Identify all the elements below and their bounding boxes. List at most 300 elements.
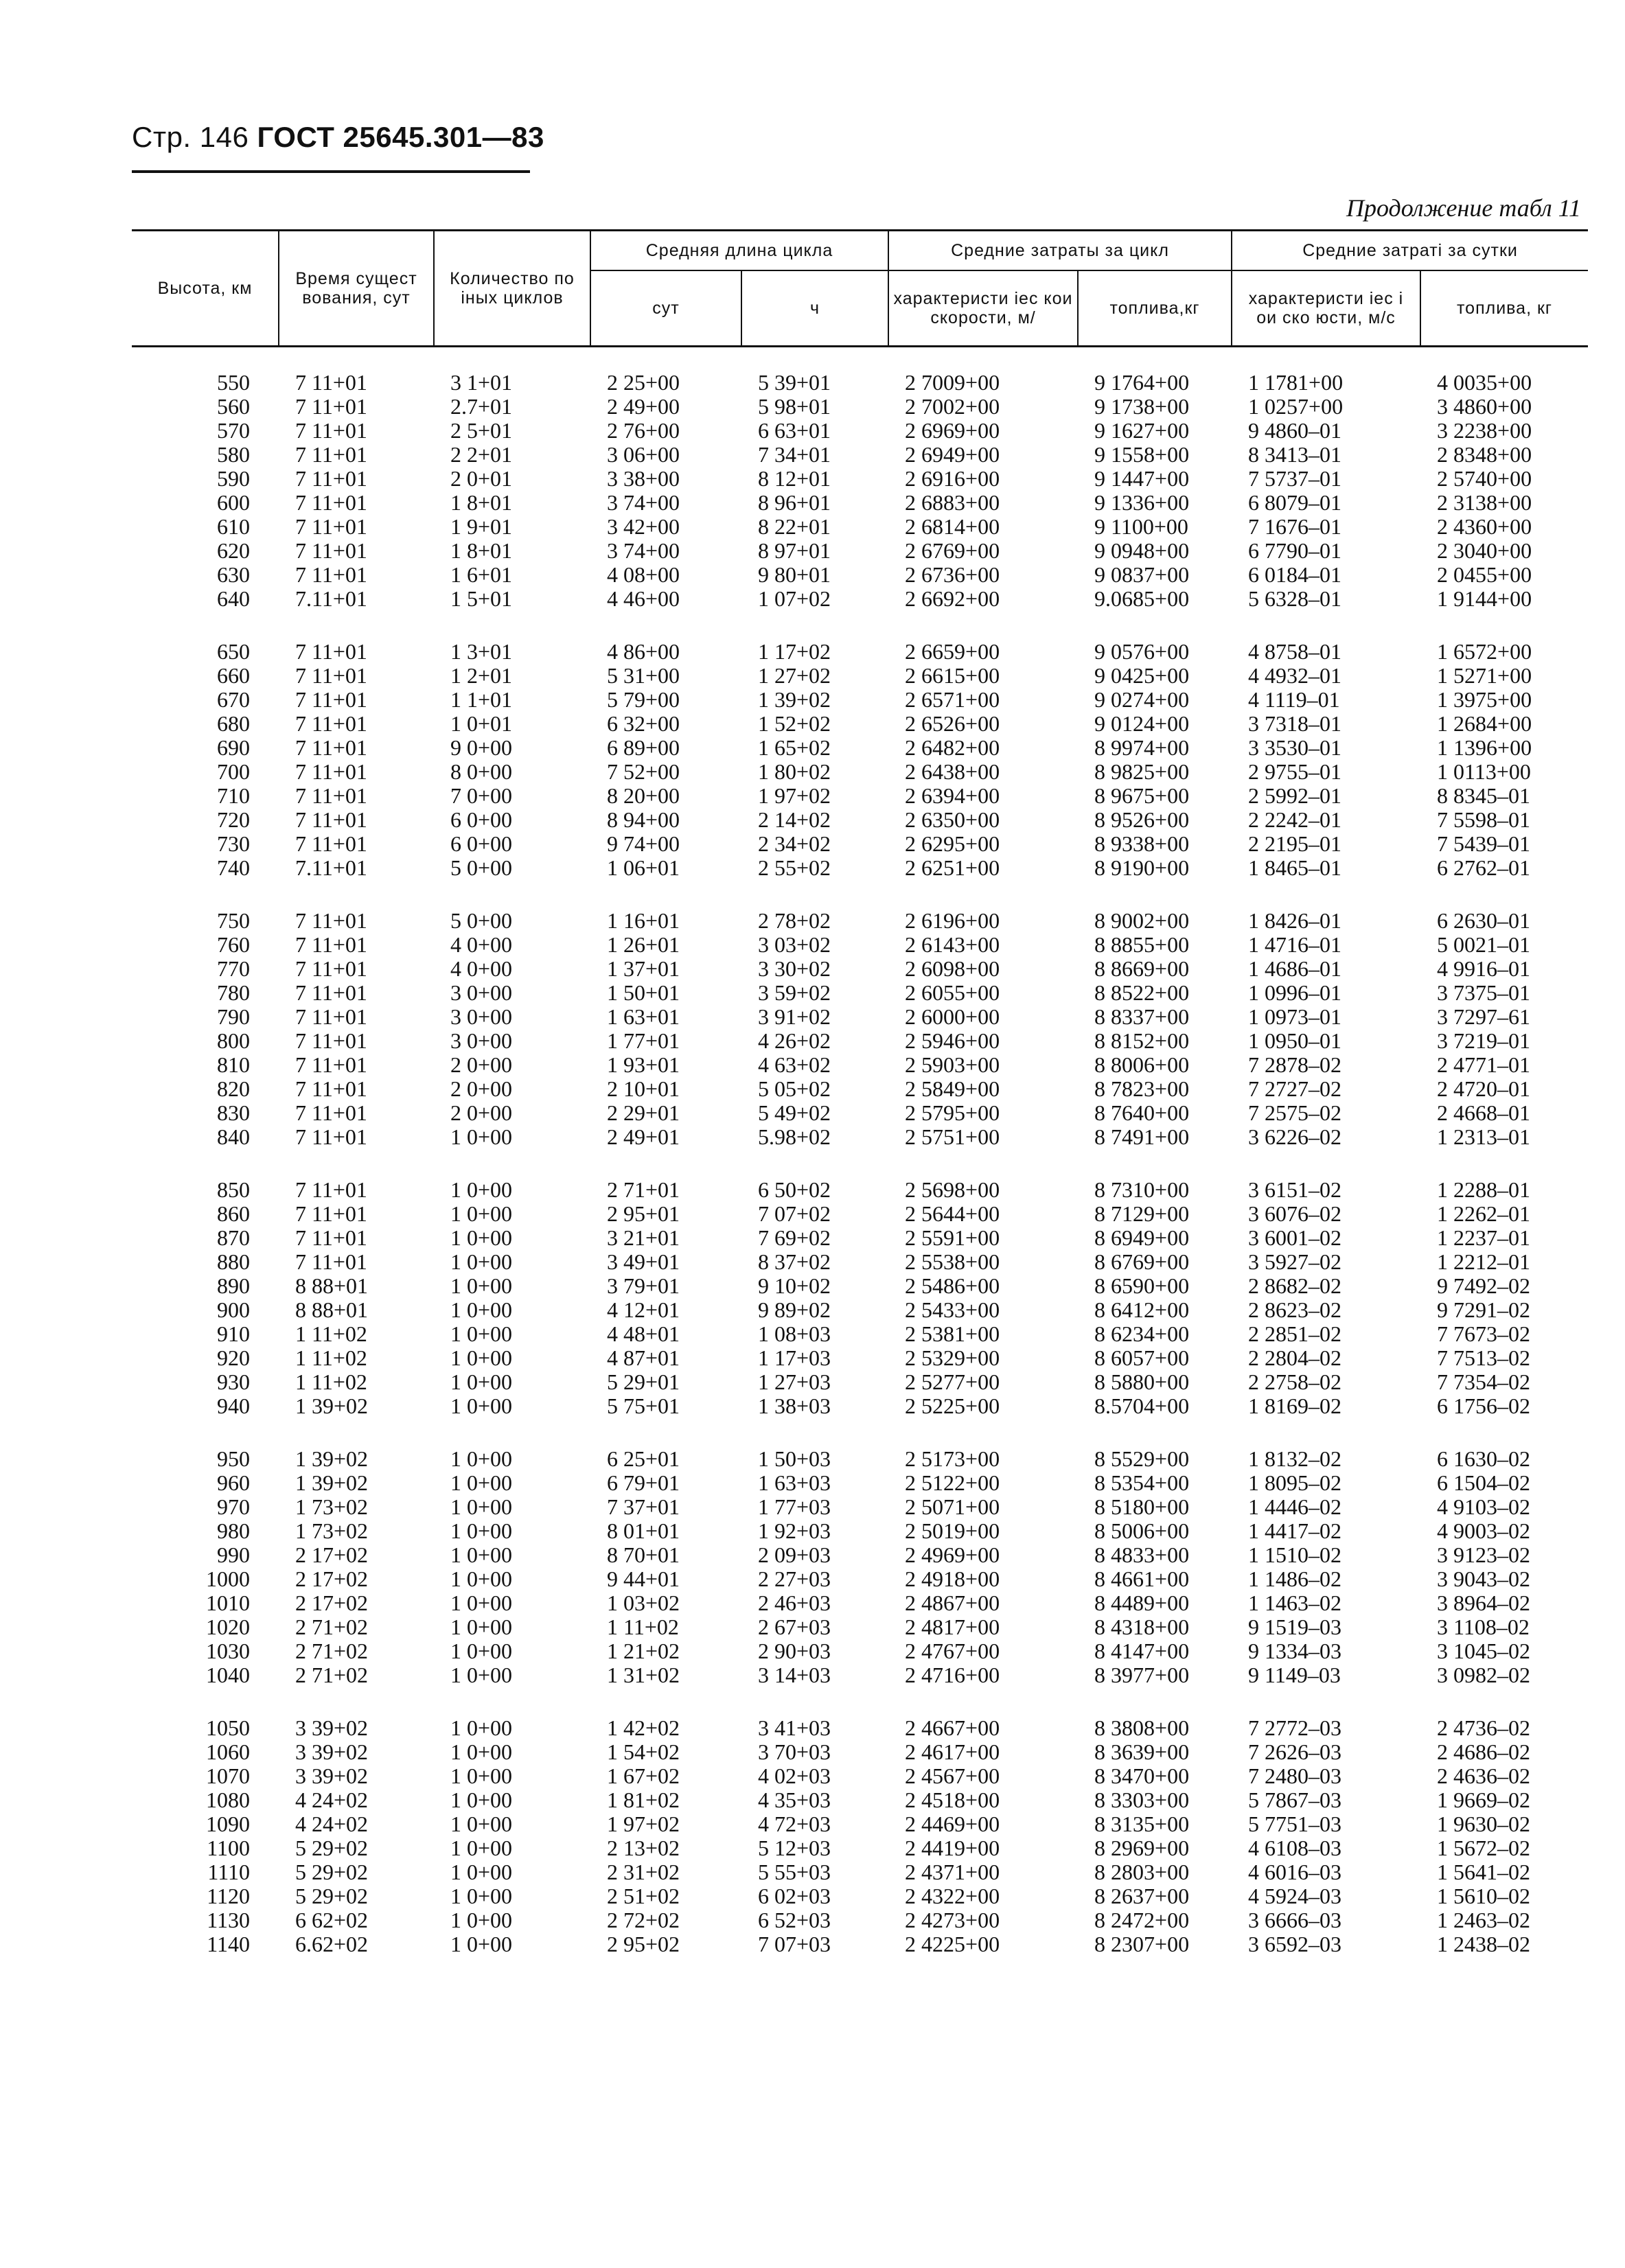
row-group [132,1687,1588,1956]
table-cell: 9 1149–03 [1248,1663,1341,1687]
table-cell: 6 02+03 [758,1884,831,1908]
table-cell: 3 6592–03 [1248,1932,1342,1956]
table-cell: 4 1119–01 [1248,687,1340,712]
table-cell: 2 6196+00 [905,908,1000,933]
altitude-cell: 780 [217,980,250,1005]
table-cell: 1 63+03 [758,1470,831,1495]
table-cell: 5 49+02 [758,1100,831,1125]
table-cell: 1 8+01 [450,538,513,563]
col-cycle-cost-velocity: характеристи іес кои скорости, м/ [888,270,1078,347]
table-cell: 2 4371+00 [905,1860,1000,1884]
table-cell: 3 9043–02 [1437,1566,1531,1591]
table-cell: 8 7823+00 [1094,1076,1190,1101]
table-cell: 9 7291–02 [1437,1297,1531,1322]
table-cell: 1 5271+00 [1437,663,1532,688]
table-cell: 1 16+01 [607,908,680,933]
table-cell: 2 5849+00 [905,1076,1000,1101]
row-group [132,1149,1588,1418]
altitude-cell: 810 [217,1052,250,1077]
col-cycle-cost-fuel: топлива,кг [1078,270,1232,347]
table-cell: 8 2472+00 [1094,1908,1190,1932]
altitude-cell: 590 [217,466,250,491]
table-cell: 1 0+00 [450,1763,513,1788]
altitude-cell: 770 [217,956,250,981]
table-cell: 8 7640+00 [1094,1100,1190,1125]
table-cell: 8 9338+00 [1094,831,1190,856]
table-cell: 5 05+02 [758,1076,831,1101]
table-header [132,231,1588,347]
table-cell: 2 6055+00 [905,980,1000,1005]
table-cell: 1 11+02 [295,1345,367,1370]
table-cell: 8 4318+00 [1094,1615,1190,1639]
table-cell: 8 5354+00 [1094,1470,1190,1495]
table-cell: 4 48+01 [607,1321,680,1346]
table-cell: 8 5006+00 [1094,1518,1190,1543]
table-cell: 8 9526+00 [1094,807,1190,832]
table-cell: 9 1334–03 [1248,1639,1342,1663]
table-cell: 2 6736+00 [905,562,1000,587]
table-cell: 1 0+01 [450,711,513,736]
table-cell: 1 39+02 [295,1470,369,1495]
table-cell: 1 5+01 [450,586,513,611]
altitude-cell: 1140 [207,1932,250,1956]
table-cell: 2 4518+00 [905,1787,1000,1812]
table-cell: 7 11+01 [295,1225,367,1250]
table-cell: 7 5598–01 [1437,807,1531,832]
table-cell: 2 6251+00 [905,855,1000,880]
altitude-cell: 1100 [207,1836,250,1860]
table-cell: 2 4716+00 [905,1663,1000,1687]
table-cell: 7 11+01 [295,538,367,563]
table-cell: 3 8964–02 [1437,1590,1531,1615]
table-cell: 1 81+02 [607,1787,680,1812]
table-cell: 2 9755–01 [1248,759,1342,784]
table-row [132,1860,1588,1884]
table-cell: 3 39+02 [295,1715,369,1740]
table-row [132,1932,1588,1956]
table-cell: 2 0+00 [450,1052,513,1077]
table-cell: 6 0184–01 [1248,562,1342,587]
table-cell: 1 07+02 [758,586,831,611]
table-row [132,856,1588,880]
table-cell: 1 2237–01 [1437,1225,1531,1250]
table-cell: 7 11+01 [295,394,367,419]
col-lifetime: Время сущест вования, сут [279,231,434,347]
altitude-cell: 910 [217,1321,250,1346]
table-row [132,808,1588,832]
table-row [132,587,1588,611]
table-cell: 3 6226–02 [1248,1124,1342,1149]
table-cell: 1 9144+00 [1437,586,1532,611]
table-cell: 3 79+01 [607,1273,680,1298]
table-cell: 1 0+00 [450,1297,513,1322]
table-cell: 4 08+00 [607,562,680,587]
table-cell: 1 2262–01 [1437,1201,1531,1226]
table-cell: 1 5610–02 [1437,1884,1531,1908]
table-cell: 8 5529+00 [1094,1446,1190,1471]
table-cell: 2 10+01 [607,1076,680,1101]
table-cell: 9 89+02 [758,1297,831,1322]
col-avg-cycle: Средняя длина цикла [590,231,888,271]
table-cell: 8 6949+00 [1094,1225,1190,1250]
table-cell: 2 17+02 [295,1566,369,1591]
table-cell: 2 31+02 [607,1860,680,1884]
table-cell: 3 5927–02 [1248,1249,1342,1274]
altitude-cell: 1040 [206,1663,250,1687]
table-cell: 8 8855+00 [1094,932,1190,957]
table-row [132,1884,1588,1908]
table-cell: 2 6692+00 [905,586,1000,611]
table-cell: 7 11+01 [295,1100,367,1125]
table-cell: 2 5538+00 [905,1249,1000,1274]
table-cell: 1 1486–02 [1248,1566,1342,1591]
table-cell: 6 0+00 [450,831,513,856]
altitude-cell: 1030 [206,1639,250,1663]
altitude-cell: 640 [217,586,250,611]
table-cell: 4 9916–01 [1437,956,1531,981]
table-cell: 1 52+02 [758,711,831,736]
table-cell: 6 63+01 [758,418,831,443]
table-row [132,1202,1588,1226]
table-cell: 7 7513–02 [1437,1345,1531,1370]
table-cell: 8 2803+00 [1094,1860,1190,1884]
table-cell: 4 46+00 [607,586,680,611]
table-cell: 8 3808+00 [1094,1715,1190,1740]
table-cell: 7 5737–01 [1248,466,1342,491]
table-cell: 1 80+02 [758,759,831,784]
table-cell: 1 0+00 [450,1345,513,1370]
altitude-cell: 880 [217,1249,250,1274]
table-cell: 6 1504–02 [1437,1470,1531,1495]
table-cell: 9 7492–02 [1437,1273,1531,1298]
table-cell: 5 12+03 [758,1836,831,1860]
table-cell: 4 24+02 [295,1787,369,1812]
table-cell: 1 0+00 [450,1787,513,1812]
table-cell: 7 11+01 [295,956,367,981]
table-row [132,1639,1588,1663]
table-cell: 5 31+00 [607,663,680,688]
table-cell: 1 63+01 [607,1004,680,1029]
row-group [132,347,1588,612]
table-cell: 2 55+02 [758,855,831,880]
table-cell: 2 71+02 [295,1639,369,1663]
table-row [132,1053,1588,1077]
table-row [132,443,1588,467]
table-cell: 1 39+02 [758,687,831,712]
table-cell: 1 97+02 [758,783,831,808]
page-number: Стр. 146 [132,121,249,153]
table-cell: 1 93+01 [607,1052,680,1077]
table-cell: 8 9190+00 [1094,855,1190,880]
table-cell: 1 0+00 [450,1908,513,1932]
table-row [132,981,1588,1005]
table-cell: 4 8758–01 [1248,639,1342,664]
table-cell: 8 88+01 [295,1273,369,1298]
table-cell: 2 4918+00 [905,1566,1000,1591]
table-cell: 5 29+02 [295,1836,369,1860]
altitude-cell: 560 [217,394,250,419]
col-cycles: Количество по іных циклов [434,231,590,347]
table-cell: 1 0+00 [450,1836,513,1860]
table-cell: 9 0425+00 [1094,663,1190,688]
table-row [132,1764,1588,1788]
altitude-cell: 620 [217,538,250,563]
table-cell: 7 11+01 [295,562,367,587]
table-row [132,1836,1588,1860]
altitude-cell: 1110 [207,1860,250,1884]
table-cell: 9 1627+00 [1094,418,1190,443]
table-row [132,1740,1588,1764]
table-cell: 2 5698+00 [905,1177,1000,1202]
table-cell: 8 4661+00 [1094,1566,1190,1591]
table-row [132,880,1588,933]
altitude-cell: 680 [217,711,250,736]
table-cell: 2 5591+00 [905,1225,1000,1250]
table-cell: 1 97+02 [607,1812,680,1836]
table-cell: 1 42+02 [607,1715,680,1740]
table-row [132,1149,1588,1202]
table-cell: 1 31+02 [607,1663,680,1687]
table-cell: 1 77+03 [758,1494,831,1519]
table-cell: 1 3+01 [450,639,513,664]
table-cell: 2.7+01 [450,394,513,419]
table-cell: 3 21+01 [607,1225,680,1250]
table-cell: 4 6016–03 [1248,1860,1342,1884]
table-cell: 8 5880+00 [1094,1369,1190,1394]
col-daily-cost-velocity: характеристи іес і ои ско юсти, м/с [1232,270,1420,347]
table-cell: 7 11+01 [295,1124,367,1149]
table-cell: 1 0+00 [450,1225,513,1250]
table-cell: 8 7129+00 [1094,1201,1190,1226]
table-cell: 2 4322+00 [905,1884,1000,1908]
table-cell: 1 0113+00 [1437,759,1531,784]
table-cell: 3 14+03 [758,1663,831,1687]
table-row [132,563,1588,587]
table-cell: 6 1630–02 [1437,1446,1531,1471]
table-row [132,1543,1588,1567]
table-cell: 3 6151–02 [1248,1177,1342,1202]
table-cell: 1 0+00 [450,1369,513,1394]
table-cell: 2 8348+00 [1437,442,1532,467]
table-row [132,1788,1588,1812]
table-cell: 1 54+02 [607,1739,680,1764]
table-cell: 1 0950–01 [1248,1028,1342,1053]
table-cell: 3 74+00 [607,538,680,563]
altitude-cell: 710 [217,783,250,808]
table-cell: 3 6076–02 [1248,1201,1342,1226]
col-daily-cost-fuel: топлива, кг [1420,270,1588,347]
table-cell: 7 0+00 [450,783,513,808]
table-row [132,712,1588,736]
table-cell: 2 5+01 [450,418,513,443]
table-cell: 6.62+02 [295,1932,369,1956]
table-cell: 1 0+00 [450,1201,513,1226]
table-cell: 5 39+01 [758,370,831,395]
table-cell: 4 0+00 [450,956,513,981]
table-cell: 1 0+00 [450,1542,513,1567]
table-cell: 8 3977+00 [1094,1663,1190,1687]
table-row [132,1370,1588,1394]
table-cell: 1 8095–02 [1248,1470,1342,1495]
table-cell: 1 0+00 [450,1715,513,1740]
altitude-cell: 970 [217,1494,250,1519]
table-cell: 3 06+00 [607,442,680,467]
table-cell: 2 7009+00 [905,370,1000,395]
table-cell: 3 6001–02 [1248,1225,1342,1250]
table-row [132,1005,1588,1029]
table-cell: 2 4771–01 [1437,1052,1531,1077]
altitude-cell: 930 [217,1369,250,1394]
table-cell: 1 6+01 [450,562,513,587]
table-cell: 6 8079–01 [1248,490,1342,515]
table-cell: 2 27+03 [758,1566,831,1591]
table-row [132,1298,1588,1322]
table-cell: 4 9103–02 [1437,1494,1531,1519]
row-group [132,880,1588,1149]
altitude-cell: 720 [217,807,250,832]
table-cell: 5 0+00 [450,855,513,880]
altitude-cell: 1080 [206,1787,250,1812]
table-cell: 2 5946+00 [905,1028,1000,1053]
table-cell: 9 1336+00 [1094,490,1190,515]
table-cell: 8 4833+00 [1094,1542,1190,1567]
table-cell: 7 11+01 [295,490,367,515]
table-cell: 7 2575–02 [1248,1100,1342,1125]
altitude-cell: 760 [217,932,250,957]
table-cell: 8 6234+00 [1094,1321,1190,1346]
table-cell: 2 6916+00 [905,466,1000,491]
table-row [132,1519,1588,1543]
table-cell: 2 6438+00 [905,759,1000,784]
table-cell: 3 7297–61 [1437,1004,1531,1029]
table-cell: 5 0+00 [450,908,513,933]
table-cell: 2 6482+00 [905,735,1000,760]
table-cell: 6 7790–01 [1248,538,1342,563]
table-row [132,1322,1588,1346]
table-cell: 6 25+01 [607,1446,680,1471]
table-cell: 2 71+02 [295,1663,369,1687]
col-altitude: Высота, км [132,231,279,347]
altitude-cell: 580 [217,442,250,467]
table-cell: 2 5173+00 [905,1446,1000,1471]
table-cell: 2 72+02 [607,1908,680,1932]
table-cell: 2 5795+00 [905,1100,1000,1125]
table-cell: 8 6590+00 [1094,1273,1190,1298]
table-cell: 8 8006+00 [1094,1052,1190,1077]
table-cell: 2 4867+00 [905,1590,1000,1615]
table-cell: 2 4617+00 [905,1739,1000,1764]
table-cell: 7 37+01 [607,1494,680,1519]
altitude-cell: 1050 [206,1715,250,1740]
data-table [132,229,1588,1956]
table-cell: 1 0+00 [450,1393,513,1418]
table-cell: 8 7310+00 [1094,1177,1190,1202]
table-cell: 8 8337+00 [1094,1004,1190,1029]
table-cell: 6 89+00 [607,735,680,760]
table-cell: 2 51+02 [607,1884,680,1908]
table-cell: 3 74+00 [607,490,680,515]
table-cell: 9.0685+00 [1094,586,1190,611]
table-cell: 1 0+00 [450,1321,513,1346]
table-cell: 5 75+01 [607,1393,680,1418]
table-row [132,1250,1588,1274]
table-cell: 7 11+01 [295,735,367,760]
table-cell: 8 4489+00 [1094,1590,1190,1615]
table-cell: 1 0+00 [450,1663,513,1687]
table-cell: 7 69+02 [758,1225,831,1250]
altitude-cell: 750 [217,908,250,933]
table-cell: 4 02+03 [758,1763,831,1788]
altitude-cell: 1010 [206,1590,250,1615]
table-cell: 8 8522+00 [1094,980,1190,1005]
table-continuation-caption: Продолжение табл 11 [1346,194,1581,222]
table-cell: 7 11+01 [295,370,367,395]
table-cell: 2 09+03 [758,1542,831,1567]
table-cell: 3 39+02 [295,1739,369,1764]
table-cell: 1 0+00 [450,1860,513,1884]
table-cell: 6 2762–01 [1437,855,1531,880]
col-cycle-cost: Средние затраты за цикл [888,231,1232,271]
table-cell: 3 59+02 [758,980,831,1005]
table-cell: 3 38+00 [607,466,680,491]
table-cell: 2 5122+00 [905,1470,1000,1495]
table-cell: 9 0124+00 [1094,711,1190,736]
table-cell: 1 27+02 [758,663,831,688]
header-rule [132,170,530,173]
altitude-cell: 800 [217,1028,250,1053]
table-cell: 2 2804–02 [1248,1345,1342,1370]
table-cell: 5 0021–01 [1437,932,1531,957]
table-cell: 2 6949+00 [905,442,1000,467]
table-cell: 9 1447+00 [1094,466,1190,491]
table-cell: 3 1+01 [450,370,513,395]
table-cell: 1 8+01 [450,490,513,515]
altitude-cell: 570 [217,418,250,443]
table-cell: 4 87+01 [607,1345,680,1370]
table-cell: 8 22+01 [758,514,831,539]
table-cell: 7 11+01 [295,466,367,491]
table-cell: 8 4147+00 [1094,1639,1190,1663]
table-cell: 2 34+02 [758,831,831,856]
table-row [132,736,1588,760]
table-cell: 3 4860+00 [1437,394,1532,419]
table-cell: 7 11+01 [295,663,367,688]
table-cell: 8 8152+00 [1094,1028,1190,1053]
table-cell: 1 0973–01 [1248,1004,1342,1029]
table-cell: 1 2463–02 [1437,1908,1531,1932]
table-cell: 2 3040+00 [1437,538,1532,563]
table-cell: 5 29+02 [295,1860,369,1884]
table-cell: 2 17+02 [295,1590,369,1615]
altitude-cell: 920 [217,1345,250,1370]
table-cell: 1 0257+00 [1248,394,1344,419]
table-cell: 1 0+00 [450,1739,513,1764]
table-cell: 2 7002+00 [905,394,1000,419]
table-cell: 2 95+02 [607,1932,680,1956]
table-cell: 9 74+00 [607,831,680,856]
table-cell: 2 4686–02 [1437,1739,1531,1764]
table-cell: 7 11+01 [295,1076,367,1101]
altitude-cell: 630 [217,562,250,587]
table-row [132,1615,1588,1639]
table-cell: 6 2630–01 [1437,908,1531,933]
table-cell: 2 6394+00 [905,783,1000,808]
table-cell: 2 6883+00 [905,490,1000,515]
table-cell: 4 0035+00 [1437,370,1532,395]
table-cell: 7 11+01 [295,514,367,539]
altitude-cell: 830 [217,1100,250,1125]
table-row [132,1908,1588,1932]
